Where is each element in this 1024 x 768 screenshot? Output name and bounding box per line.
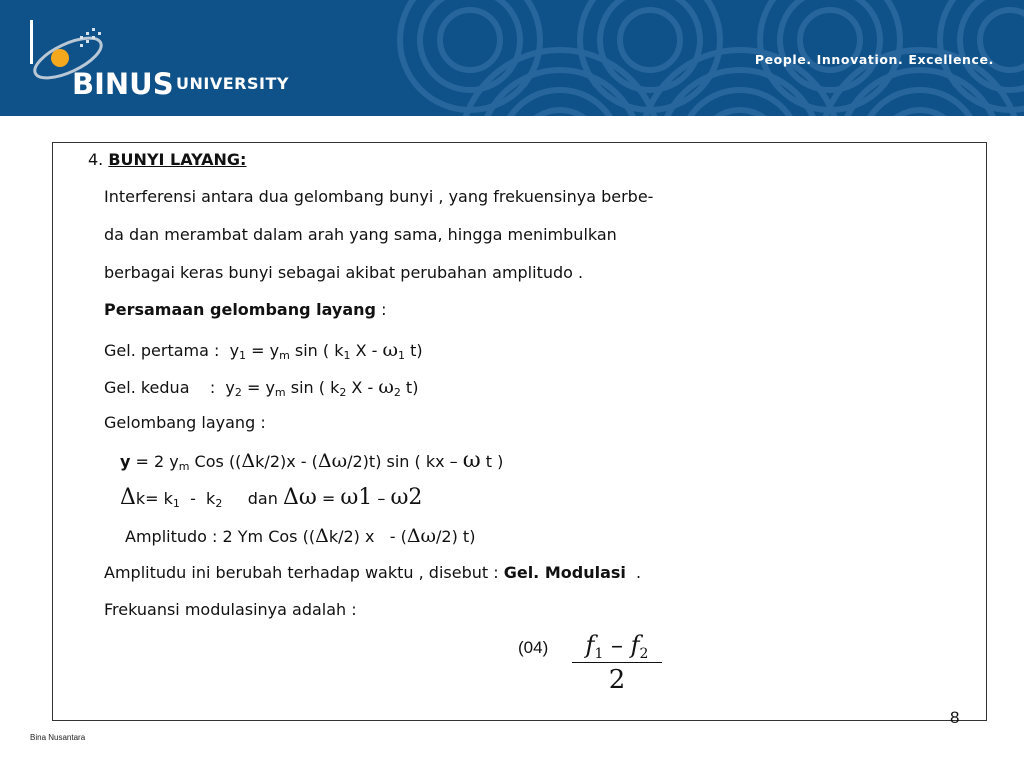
wave-two-y-sub: 2	[234, 386, 242, 399]
paragraph-line-2: da dan merambat dalam arah yang sama, hingga menimbulkan	[104, 225, 617, 244]
wave-one-sin: sin ( k	[289, 341, 344, 360]
wave-one-eq: = y	[246, 341, 280, 360]
fraction-minus: –	[603, 631, 631, 659]
fraction-denominator: 2	[608, 665, 626, 695]
delta-p1: k= k	[135, 489, 173, 508]
slide-heading	[88, 150, 246, 170]
wave-two-y: y	[225, 378, 235, 397]
equation-section-title	[104, 300, 386, 320]
wave-two-k-sub: 2	[339, 386, 347, 399]
wave-one-omega: ω	[382, 339, 398, 361]
delta-w2: ω2	[390, 485, 423, 510]
wave-two-eq: = y	[241, 378, 275, 397]
paragraph-line-1: Interferensi antara dua gelombang bunyi , yang frekuensinya berbe-	[104, 187, 654, 206]
beat-wave-label: Gelombang layang :	[104, 413, 266, 432]
beat-p1: = 2 y	[130, 452, 179, 471]
heading-number: 4.	[88, 150, 104, 169]
footer-text: Bina Nusantara	[30, 733, 86, 742]
wave-two-sin: sin ( k	[285, 378, 340, 397]
modulation-text: Amplitudu ini berubah terhadap waktu , disebut :	[104, 563, 504, 582]
beat-delta1: Δ	[241, 450, 256, 472]
wave-one-omega-sub: 1	[397, 349, 405, 362]
beat-p5: t )	[480, 452, 504, 471]
wave-two-label: Gel. kedua :	[104, 378, 216, 397]
f1-sub: 1	[594, 646, 604, 662]
amp-p1: Amplitudo : 2 Ym Cos ((	[125, 527, 316, 546]
brand-subtitle: UNIVERSITY	[176, 74, 289, 93]
delta-omega-symbol: Δω	[282, 485, 317, 510]
equation-title-text: Persamaan gelombang layang	[104, 300, 376, 319]
tagline: People. Innovation. Excellence.	[754, 52, 994, 67]
beat-p2: Cos ((	[189, 452, 242, 471]
f2: f	[630, 631, 640, 659]
amp-p2: k/2) x - (	[328, 527, 407, 546]
delta-k2-sub: 2	[215, 497, 223, 510]
amp-delta2: Δω	[406, 525, 437, 547]
beat-p4: /2)t) sin ( kx –	[347, 452, 463, 471]
delta-k1-sub: 1	[172, 497, 180, 510]
delta-p5: –	[372, 489, 391, 508]
frequency-fraction	[572, 630, 662, 695]
page-number: 8	[950, 708, 960, 727]
amp-delta1: Δ	[315, 525, 329, 547]
modulation-frequency-label: Frekuansi modulasinya adalah :	[104, 600, 357, 619]
wave-two-ym-sub: m	[274, 386, 286, 399]
beat-ym-sub: m	[178, 460, 190, 473]
fraction-bar	[572, 662, 662, 663]
modulation-bold: Gel. Modulasi	[503, 563, 626, 582]
wave-one-equation	[104, 340, 423, 361]
paragraph-line-3: berbagai keras bunyi sebagai akibat perubahan amplitudo .	[104, 263, 584, 282]
amplitude-equation	[125, 526, 475, 547]
wave-one-x: X -	[350, 341, 383, 360]
wave-two-end: t)	[400, 378, 419, 397]
brand-name: BINUS	[72, 67, 174, 101]
wave-two-equation	[104, 377, 418, 398]
modulation-end: .	[625, 563, 642, 582]
delta-k-symbol: Δ	[120, 485, 136, 510]
wave-one-y: y	[229, 341, 240, 360]
delta-w1: ω1	[340, 485, 373, 510]
delta-p2: - k	[179, 489, 216, 508]
equation-number: (04)	[518, 638, 549, 657]
wave-one-end: t)	[404, 341, 423, 360]
delta-equation	[120, 485, 423, 510]
delta-p4: =	[316, 489, 341, 508]
beat-y: y	[120, 452, 131, 471]
beat-wave-equation	[120, 448, 504, 473]
equation-title-colon: :	[376, 300, 387, 319]
beat-delta2: Δω	[317, 450, 348, 472]
wave-one-label: Gel. pertama :	[104, 341, 220, 360]
f1: f	[585, 631, 595, 659]
beat-omega: ω	[462, 448, 481, 473]
fraction-numerator	[572, 630, 662, 660]
wave-one-ym-sub: m	[279, 349, 290, 362]
wave-two-x: X -	[346, 378, 379, 397]
amp-p3: /2) t)	[436, 527, 476, 546]
wave-one-y-sub: 1	[239, 349, 247, 362]
heading-title: BUNYI LAYANG:	[108, 150, 247, 169]
wave-two-omega: ω	[378, 376, 394, 398]
modulation-line	[104, 563, 641, 583]
beat-p3: k/2)x - (	[255, 452, 318, 471]
wave-one-k-sub: 1	[343, 349, 351, 362]
f2-sub: 2	[639, 646, 649, 662]
wave-two-omega-sub: 2	[393, 386, 401, 399]
delta-p3: dan	[222, 489, 283, 508]
